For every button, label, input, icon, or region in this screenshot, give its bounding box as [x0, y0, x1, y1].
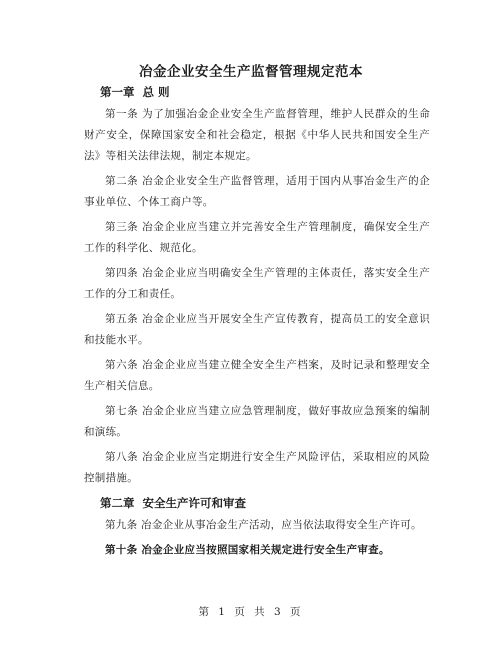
article-paragraph: 第八条 冶金企业应当定期进行安全生产风险评估，采取相应的风险控制措施。: [84, 451, 430, 484]
document-body: [84, 82, 430, 565]
chapter-heading-2: [100, 493, 430, 515]
chapter-number: 第一章: [100, 85, 135, 99]
article-paragraph-bold: 第十条 冶金企业应当按照国家相关规定进行安全生产审查。: [105, 544, 390, 556]
article-paragraph: 第九条 冶金企业从事冶金生产活动，应当依法取得安全生产许可。: [105, 519, 422, 531]
article-paragraph: 第五条 冶金企业应当开展安全生产宣传教育，提高员工的安全意识和技能水平。: [84, 313, 430, 346]
article-paragraph: 第三条 冶金企业应当建立并完善安全生产管理制度，确保安全生产工作的科学化、规范化。: [84, 221, 430, 254]
chapter-title: 安全生产许可和审查: [142, 496, 246, 510]
article-paragraph: 第七条 冶金企业应当建立应急管理制度，做好事故应急预案的编制和演练。: [84, 405, 430, 438]
article-paragraph: 第六条 冶金企业应当建立健全安全生产档案，及时记录和整理安全生产相关信息。: [84, 359, 430, 392]
chapter-heading-1: [100, 82, 430, 104]
page-number-footer: 第 1 页 共 3 页: [198, 606, 304, 618]
article-paragraph: 第一条 为了加强冶金企业安全生产监督管理，维护人民群众的生命财产安全，保障国家安全和社会稳定，根据《中华人民共和国安全生产法》等相关法律法规，制定本规定。: [84, 108, 430, 162]
article-paragraph: 第四条 冶金企业应当明确安全生产管理的主体责任，落实安全生产工作的分工和责任。: [84, 267, 430, 300]
article-paragraph: 第二条 冶金企业安全生产监督管理，适用于国内从事冶金生产的企事业单位、个体工商户等。: [84, 175, 430, 208]
document-title: 冶金企业安全生产监督管理规定范本: [139, 64, 363, 80]
chapter-number: 第二章: [100, 496, 135, 510]
chapter-title: 总 则: [142, 85, 170, 99]
